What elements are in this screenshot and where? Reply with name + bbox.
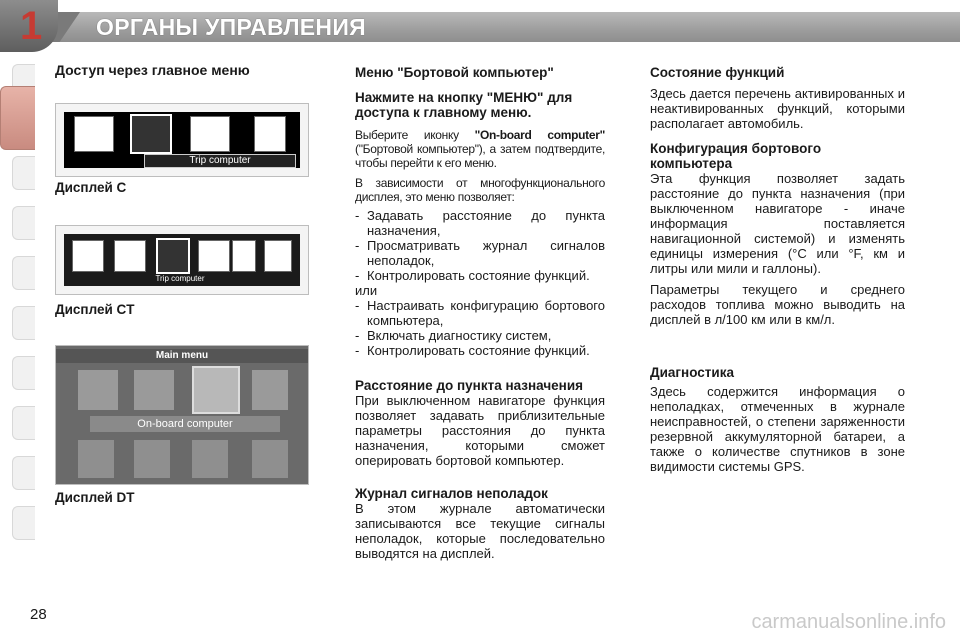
list-item: - Контролировать состояние функций. bbox=[355, 343, 605, 358]
list-item: - Просматривать журнал сигналов неполадок, bbox=[355, 238, 605, 268]
diag-title: Диагностика bbox=[650, 365, 734, 380]
display-dt-top: Main menu bbox=[56, 349, 308, 363]
navigation-icon bbox=[78, 370, 118, 410]
audio-icon bbox=[134, 370, 174, 410]
select-post: ("Бортовой компьютер"), а затем подтвердите, чтобы перейти к его меню. bbox=[355, 142, 605, 170]
status-text: Здесь дается перечень активированных и неактивированных функций, которыми располагает автомобиль. bbox=[650, 86, 905, 131]
menu-title: Меню "Бортовой компьютер" bbox=[355, 65, 554, 80]
display-dt-bar: On-board computer bbox=[90, 416, 280, 432]
on-board-computer-icon bbox=[192, 366, 240, 414]
navigation-icon bbox=[72, 240, 104, 272]
page-number: 28 bbox=[30, 606, 47, 623]
display-ct-label: Дисплей CT bbox=[55, 302, 135, 317]
display-dt-caption-wrap bbox=[55, 490, 135, 505]
right-column bbox=[650, 65, 905, 480]
chapter-tab[interactable] bbox=[12, 156, 35, 190]
params-text: Параметры текущего и среднего расходов топлива можно выводить на дисплей в л/100 км или в км/л. bbox=[650, 282, 905, 327]
or-text: или bbox=[355, 283, 378, 298]
chapter-tab-active[interactable] bbox=[0, 86, 35, 150]
display-ct-screenshot bbox=[55, 225, 309, 295]
audio-icon bbox=[114, 240, 146, 272]
list-item-text: Включать диагностику систем, bbox=[367, 328, 552, 343]
list-item-text: Просматривать журнал сигналов неполадок, bbox=[367, 238, 605, 268]
parking-icon bbox=[198, 240, 230, 272]
trip-computer-icon bbox=[156, 238, 190, 274]
display-c-bar: Trip computer bbox=[144, 154, 296, 168]
map-icon bbox=[192, 440, 228, 478]
list-item-text: Задавать расстояние до пункта назначения, bbox=[367, 208, 605, 238]
page-title: ОРГАНЫ УПРАВЛЕНИЯ bbox=[96, 14, 367, 40]
section-title: Доступ через главное меню bbox=[55, 62, 250, 78]
list-item-text: Настраивать конфигурацию бортового компьютера, bbox=[367, 298, 605, 328]
display-c-screenshot bbox=[55, 103, 309, 177]
depends-text: В зависимости от многофункционального дисплея, это меню позволяет: bbox=[355, 176, 605, 204]
chapter-tab[interactable] bbox=[12, 206, 35, 240]
select-instruction bbox=[355, 128, 605, 170]
display-c-caption-wrap bbox=[55, 180, 126, 195]
select-pre: Выберите иконку bbox=[355, 128, 475, 142]
chapter-tabs bbox=[0, 56, 36, 576]
chapter-tab[interactable] bbox=[12, 506, 35, 540]
list-item-text: Контролировать состояние функций. bbox=[367, 268, 590, 283]
chapter-tab[interactable] bbox=[12, 456, 35, 490]
trip-computer-icon bbox=[130, 114, 172, 154]
display-ct-bar: Trip computer bbox=[155, 274, 205, 283]
settings-icon bbox=[134, 440, 170, 478]
video-icon bbox=[78, 440, 114, 478]
watermark: carmanualsonline.info bbox=[751, 611, 946, 633]
chapter-tab[interactable] bbox=[12, 256, 35, 290]
distance-title: Расстояние до пункта назначения bbox=[355, 378, 583, 393]
navigation-icon bbox=[74, 116, 114, 152]
chapter-tab[interactable] bbox=[12, 356, 35, 390]
phone-icon bbox=[254, 116, 286, 152]
left-column bbox=[55, 63, 325, 78]
page-header bbox=[0, 0, 960, 52]
diag-text: Здесь содержится информация о неполадках, отмеченных в журнале неисправностей, о степени заряженности резервной аккумуляторной батареи, а также о количестве спутников в зоне видимости системы GPS. bbox=[650, 384, 905, 474]
display-ct-caption-wrap bbox=[55, 302, 135, 317]
display-c-panel bbox=[64, 112, 300, 168]
log-text: В этом журнале автоматически записываются все текущие сигналы неполадок, которые последовательно выводятся на дисплей. bbox=[355, 501, 605, 561]
list-item: - Контролировать состояние функций. bbox=[355, 268, 605, 283]
phone-icon bbox=[252, 370, 288, 410]
status-title: Состояние функций bbox=[650, 65, 785, 80]
list-item: - Настраивать конфигурацию бортового компьютера, bbox=[355, 298, 605, 328]
list-item-text: Контролировать состояние функций. bbox=[367, 343, 590, 358]
chapter-tab[interactable] bbox=[12, 406, 35, 440]
config-text: Эта функция позволяет задать расстояние до пункта назначения (при выключенном навигаторе - иначе информация поставляется навигационной системой) и изменять единицы измерения (°C или °F, км и литры или мили и галлоны). bbox=[650, 171, 905, 276]
chapter-tab[interactable] bbox=[12, 306, 35, 340]
press-instruction: Нажмите на кнопку "МЕНЮ" для доступа к главному меню. bbox=[355, 90, 573, 120]
settings-icon bbox=[264, 240, 292, 272]
display-dt-screenshot bbox=[55, 345, 309, 485]
display-ct-panel bbox=[64, 234, 300, 286]
list-item: - Задавать расстояние до пункта назначения, bbox=[355, 208, 605, 238]
screen-icon bbox=[252, 440, 288, 478]
display-dt-label: Дисплей DT bbox=[55, 490, 135, 505]
chapter-number: 1 bbox=[20, 4, 43, 48]
middle-column bbox=[355, 65, 605, 567]
log-title: Журнал сигналов неполадок bbox=[355, 486, 548, 501]
display-c-label: Дисплей C bbox=[55, 180, 127, 195]
config-title: Конфигурация бортового компьютера bbox=[650, 141, 822, 171]
chapter-badge bbox=[0, 0, 58, 52]
distance-text: При выключенном навигаторе функция позволяет задавать приблизительные параметры расстояния до пункта назначения, которыми сможет оперировать бортовой компьютер. bbox=[355, 393, 605, 468]
phone-icon bbox=[232, 240, 256, 272]
list-item: - Включать диагностику систем, bbox=[355, 328, 605, 343]
settings-icon bbox=[190, 116, 230, 152]
select-bold: "On-board computer" bbox=[474, 128, 605, 142]
